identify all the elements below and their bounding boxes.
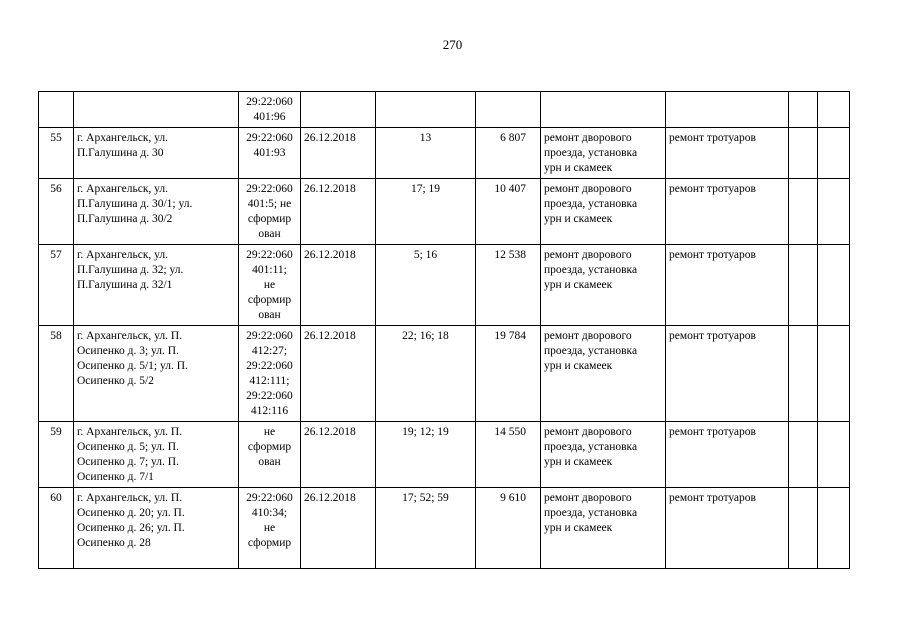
cadastral-cell-line: сформир xyxy=(247,537,292,549)
cadastral-cell-line: 29:22:060 xyxy=(246,132,293,144)
work-sidewalk-cell-line: ремонт тротуаров xyxy=(669,330,756,342)
extra-cell xyxy=(789,179,818,245)
address-cell-line: Осипенко д. 7/1 xyxy=(77,471,154,483)
area-cell: 6 807 xyxy=(476,128,541,179)
extra-cell xyxy=(818,245,850,326)
work-sidewalk-cell-line: ремонт тротуаров xyxy=(669,183,756,195)
address-cell xyxy=(74,488,239,569)
table-body xyxy=(39,92,850,569)
work-yard-cell-line: урн и скамеек xyxy=(544,360,613,372)
work-yard-cell xyxy=(541,422,666,488)
work-yard-cell xyxy=(541,326,666,422)
row-number: 55 xyxy=(39,128,74,179)
date-cell: 26.12.2018 xyxy=(301,488,376,569)
extra-cell xyxy=(818,92,850,128)
address-cell-line: П.Галушина д. 32; ул. xyxy=(77,264,184,276)
address-cell-line: П.Галушина д. 32/1 xyxy=(77,279,173,291)
area-cell: 14 550 xyxy=(476,422,541,488)
yards-cell: 19; 12; 19 xyxy=(376,422,476,488)
address-cell-line: Осипенко д. 5; ул. П. xyxy=(77,441,179,453)
extra-cell xyxy=(818,488,850,569)
cadastral-cell-line: 401:11; xyxy=(252,264,287,276)
work-sidewalk-cell xyxy=(666,422,789,488)
work-sidewalk-cell xyxy=(666,179,789,245)
work-yard-cell xyxy=(541,92,666,128)
area-cell: 12 538 xyxy=(476,245,541,326)
page-number: 270 xyxy=(442,37,463,52)
cadastral-cell xyxy=(239,326,301,422)
address-cell-line: Осипенко д. 28 xyxy=(77,537,151,549)
address-cell-line: г. Архангельск, ул. xyxy=(77,183,169,195)
yards-cell: 17; 19 xyxy=(376,179,476,245)
date-cell: 26.12.2018 xyxy=(301,245,376,326)
address-cell-line: г. Архангельск, ул. П. xyxy=(77,330,183,342)
date-cell: 26.12.2018 xyxy=(301,422,376,488)
work-yard-cell-line: проезда, установка xyxy=(544,147,638,159)
cadastral-cell-line: 412:111; xyxy=(249,375,290,387)
address-cell-line: П.Галушина д. 30 xyxy=(77,147,164,159)
work-sidewalk-cell xyxy=(666,92,789,128)
extra-cell xyxy=(789,92,818,128)
date-cell xyxy=(301,92,376,128)
address-cell-line: г. Архангельск, ул. xyxy=(77,249,169,261)
extra-cell xyxy=(818,326,850,422)
work-yard-cell-line: урн и скамеек xyxy=(544,522,613,534)
extra-cell xyxy=(789,245,818,326)
work-sidewalk-cell-line: ремонт тротуаров xyxy=(669,249,756,261)
area-cell: 19 784 xyxy=(476,326,541,422)
work-yard-cell-line: проезда, установка xyxy=(544,264,638,276)
cadastral-cell xyxy=(239,128,301,179)
address-cell xyxy=(74,326,239,422)
table-row xyxy=(39,488,850,569)
cadastral-cell-line: 401:93 xyxy=(253,147,286,159)
work-sidewalk-cell-line: ремонт тротуаров xyxy=(669,426,756,438)
address-cell xyxy=(74,128,239,179)
extra-cell xyxy=(818,179,850,245)
work-yard-cell-line: урн и скамеек xyxy=(544,162,613,174)
row-number: 57 xyxy=(39,245,74,326)
cadastral-cell-line: 412:27; xyxy=(251,345,288,357)
cadastral-cell-line: 29:22:060 xyxy=(246,330,293,342)
cadastral-cell-line: 29:22:060 xyxy=(246,96,293,108)
work-yard-cell-line: ремонт дворового xyxy=(544,492,632,504)
cadastral-cell-line: 401:5; не xyxy=(247,198,292,210)
cadastral-cell-line: 29:22:060 xyxy=(246,360,293,372)
address-cell-line: Осипенко д. 20; ул. П. xyxy=(77,507,185,519)
address-cell-line: Осипенко д. 5/1; ул. П. xyxy=(77,360,188,372)
address-cell-line: Осипенко д. 3; ул. П. xyxy=(77,345,179,357)
cadastral-cell-line: 410:34; xyxy=(251,507,288,519)
work-yard-cell-line: урн и скамеек xyxy=(544,456,613,468)
work-yard-cell-line: урн и скамеек xyxy=(544,279,613,291)
cadastral-cell-line: не xyxy=(263,279,276,291)
work-yard-cell-line: проезда, установка xyxy=(544,507,638,519)
area-cell: 9 610 xyxy=(476,488,541,569)
row-number: 58 xyxy=(39,326,74,422)
work-sidewalk-cell-line: ремонт тротуаров xyxy=(669,132,756,144)
work-sidewalk-cell xyxy=(666,326,789,422)
address-cell xyxy=(74,245,239,326)
extra-cell xyxy=(789,488,818,569)
extra-cell xyxy=(789,326,818,422)
row-number: 59 xyxy=(39,422,74,488)
work-yard-cell-line: ремонт дворового xyxy=(544,183,632,195)
date-cell: 26.12.2018 xyxy=(301,179,376,245)
yards-cell: 22; 16; 18 xyxy=(376,326,476,422)
address-cell xyxy=(74,179,239,245)
extra-cell xyxy=(818,128,850,179)
cadastral-cell-line: не xyxy=(263,522,276,534)
cadastral-cell-line: 29:22:060 xyxy=(246,249,293,261)
address-cell-line: П.Галушина д. 30/1; ул. xyxy=(77,198,193,210)
extra-cell xyxy=(789,128,818,179)
work-yard-cell-line: урн и скамеек xyxy=(544,213,613,225)
address-cell-line: Осипенко д. 7; ул. П. xyxy=(77,456,179,468)
address-cell xyxy=(74,422,239,488)
cadastral-cell-line: ован xyxy=(258,309,281,321)
work-yard-cell xyxy=(541,128,666,179)
cadastral-cell xyxy=(239,422,301,488)
cadastral-cell-line: ован xyxy=(258,228,281,240)
cadastral-cell-line: не xyxy=(263,426,276,438)
cadastral-cell-line: 412:116 xyxy=(250,405,289,417)
work-sidewalk-cell-line: ремонт тротуаров xyxy=(669,492,756,504)
work-sidewalk-cell xyxy=(666,245,789,326)
work-yard-cell-line: ремонт дворового xyxy=(544,132,632,144)
work-yard-cell-line: проезда, установка xyxy=(544,198,638,210)
cadastral-cell-line: 401:96 xyxy=(253,111,286,123)
work-yard-cell-line: ремонт дворового xyxy=(544,249,632,261)
work-yard-cell xyxy=(541,179,666,245)
work-sidewalk-cell xyxy=(666,488,789,569)
work-yard-cell-line: проезда, установка xyxy=(544,441,638,453)
area-cell xyxy=(476,92,541,128)
address-cell-line: г. Архангельск, ул. П. xyxy=(77,492,183,504)
cadastral-cell xyxy=(239,179,301,245)
address-cell xyxy=(74,92,239,128)
cadastral-cell-line: 29:22:060 xyxy=(246,390,293,402)
yards-table xyxy=(38,91,850,569)
cadastral-cell-line: ован xyxy=(258,456,281,468)
cadastral-cell xyxy=(239,92,301,128)
row-number: 56 xyxy=(39,179,74,245)
cadastral-cell-line: сформир xyxy=(247,441,292,453)
yards-cell xyxy=(376,92,476,128)
work-sidewalk-cell xyxy=(666,128,789,179)
row-number: 60 xyxy=(39,488,74,569)
table-row xyxy=(39,179,850,245)
cadastral-cell-line: сформир xyxy=(247,294,292,306)
area-cell: 10 407 xyxy=(476,179,541,245)
work-yard-cell-line: ремонт дворового xyxy=(544,426,632,438)
yards-cell: 5; 16 xyxy=(376,245,476,326)
table-row xyxy=(39,245,850,326)
address-cell-line: П.Галушина д. 30/2 xyxy=(77,213,173,225)
address-cell-line: г. Архангельск, ул. П. xyxy=(77,426,183,438)
table-row xyxy=(39,128,850,179)
row-number xyxy=(39,92,74,128)
work-yard-cell-line: проезда, установка xyxy=(544,345,638,357)
cadastral-cell-line: сформир xyxy=(247,213,292,225)
address-cell-line: г. Архангельск, ул. xyxy=(77,132,169,144)
table-row xyxy=(39,92,850,128)
cadastral-cell-line: 29:22:060 xyxy=(246,492,293,504)
cadastral-cell-line: 29:22:060 xyxy=(246,183,293,195)
cadastral-cell xyxy=(239,488,301,569)
work-yard-cell xyxy=(541,245,666,326)
work-yard-cell-line: ремонт дворового xyxy=(544,330,632,342)
work-yard-cell xyxy=(541,488,666,569)
extra-cell xyxy=(789,422,818,488)
address-cell-line: Осипенко д. 5/2 xyxy=(77,375,154,387)
yards-cell: 17; 52; 59 xyxy=(376,488,476,569)
cadastral-cell xyxy=(239,245,301,326)
extra-cell xyxy=(818,422,850,488)
date-cell: 26.12.2018 xyxy=(301,326,376,422)
table-row xyxy=(39,422,850,488)
address-cell-line: Осипенко д. 26; ул. П. xyxy=(77,522,185,534)
yards-cell: 13 xyxy=(376,128,476,179)
table-row xyxy=(39,326,850,422)
date-cell: 26.12.2018 xyxy=(301,128,376,179)
